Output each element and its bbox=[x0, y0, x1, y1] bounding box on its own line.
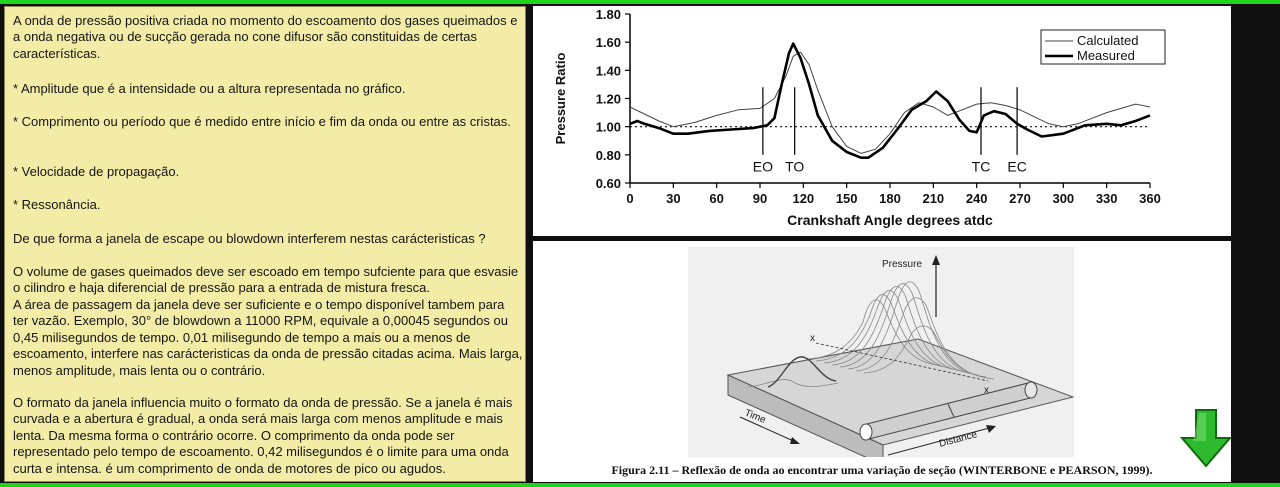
wave-figure-panel bbox=[533, 241, 1231, 482]
x-label-left: x bbox=[810, 333, 815, 344]
event-marker-label: EC bbox=[1007, 158, 1027, 175]
x-label-right: x bbox=[984, 385, 989, 396]
x-tick-label: 270 bbox=[1009, 191, 1031, 206]
paragraph-shape: O formato da janela influencia muito o formato da onda de pressão. Se a janela é mais curvada e a abertura é gradual, a onda será mais larga com menos amplitude e mais lenta. Da mesma forma o contrário ocorre. O comprimento da onda pode ser representado pelo tempo de escoamento. 0,42 milisegundos é o limite para uma onda curta e intensa. é um comprimento de onda de motores de pico ou agudos. bbox=[13, 395, 513, 476]
pressure-ratio-chart bbox=[533, 6, 1231, 236]
paragraph-volume: O volume de gases queimados deve ser escoado em tempo sufciente para que esvasie o cilindro e haja diferencial de pressão para a entrada de mistura fresca. bbox=[13, 264, 519, 296]
time-label: Time bbox=[742, 407, 768, 426]
wave-reflection-illustration bbox=[688, 247, 1074, 457]
x-tick-label: 330 bbox=[1095, 191, 1118, 206]
bullet-wavelength: * Comprimento ou período que é medido entre início e fim da onda ou entre as cristas. bbox=[13, 114, 511, 129]
pressure-label: Pressure bbox=[882, 259, 923, 270]
event-marker-label: EO bbox=[752, 158, 774, 175]
down-arrow-icon[interactable] bbox=[1180, 408, 1232, 468]
bullet-amplitude: * Amplitude que é a intensidade ou a altura representada no gráfico. bbox=[13, 81, 406, 96]
bullet-velocity: * Velocidade de propagação. bbox=[13, 164, 180, 179]
bottom-green-border bbox=[0, 483, 1280, 487]
top-green-border bbox=[0, 0, 1280, 4]
y-tick-label: 0.60 bbox=[595, 176, 621, 191]
y-tick-label: 1.60 bbox=[595, 35, 621, 51]
question-text: De que forma a janela de escape ou blowdown interferem nestas carácteristicas ? bbox=[13, 231, 486, 246]
distance-arrowhead bbox=[986, 425, 996, 433]
x-tick-label: 180 bbox=[879, 191, 901, 206]
x-tick-label: 300 bbox=[1052, 191, 1075, 206]
x-tick-label: 60 bbox=[709, 191, 724, 206]
bullet-resonance: * Ressonância. bbox=[13, 197, 101, 212]
x-tick-label: 90 bbox=[752, 191, 768, 206]
x-tick-label: 120 bbox=[792, 191, 815, 206]
paragraph-area: A área de passagem da janela deve ser suficiente e o tempo disponível tambem para ter vazão. Exemplo, 30° de blowdown a 11000 RPM, equivale a 0,00045 segundos ou 0,45 milisegundos de tempo. 0,01 milisegundo de tempo a mais ou a menos de escoamento, interfere nas carácteristicas da onda de pressão citadas acima. Mais larga, menos amplitude, mais lenta ou o contrário. bbox=[13, 297, 523, 378]
chart-legend bbox=[1041, 30, 1165, 64]
y-tick-label: 1.20 bbox=[595, 91, 621, 107]
text-panel bbox=[4, 6, 526, 482]
event-marker-label: TO bbox=[785, 158, 805, 175]
paragraph-intro: A onda de pressão positiva criada no momento do escoamento dos gases queimados e a onda negativa ou de sucção gerada no cone difusor são constituidas de certas características. bbox=[13, 13, 518, 61]
x-axis-label: Crankshaft Angle degrees atdc bbox=[787, 212, 993, 228]
wave-3d-drawing bbox=[688, 247, 1074, 457]
y-axis-label: Pressure Ratio bbox=[553, 52, 568, 145]
y-tick-label: 1.80 bbox=[595, 7, 621, 22]
pressure-chart-panel bbox=[533, 6, 1231, 236]
event-marker-label: TC bbox=[971, 158, 991, 175]
y-tick-label: 1.00 bbox=[595, 119, 621, 135]
legend-label: Calculated bbox=[1077, 33, 1139, 48]
x-tick-label: 240 bbox=[965, 191, 988, 206]
time-arrowhead bbox=[790, 437, 800, 444]
x-tick-label: 0 bbox=[626, 191, 634, 206]
y-tick-label: 0.80 bbox=[595, 147, 621, 163]
pressure-arrowhead bbox=[932, 255, 940, 265]
x-tick-label: 150 bbox=[835, 191, 858, 206]
figure-caption: Figura 2.11 – Reflexão de onda ao encontrar uma variação de seção (WINTERBONE e PEARSON, 1999). bbox=[611, 463, 1153, 477]
x-tick-label: 360 bbox=[1139, 191, 1161, 206]
legend-label: Measured bbox=[1077, 48, 1135, 63]
x-tick-label: 30 bbox=[666, 191, 681, 206]
x-tick-label: 210 bbox=[922, 191, 945, 206]
distance-label: Distance bbox=[937, 429, 979, 450]
y-tick-label: 1.40 bbox=[595, 63, 621, 79]
